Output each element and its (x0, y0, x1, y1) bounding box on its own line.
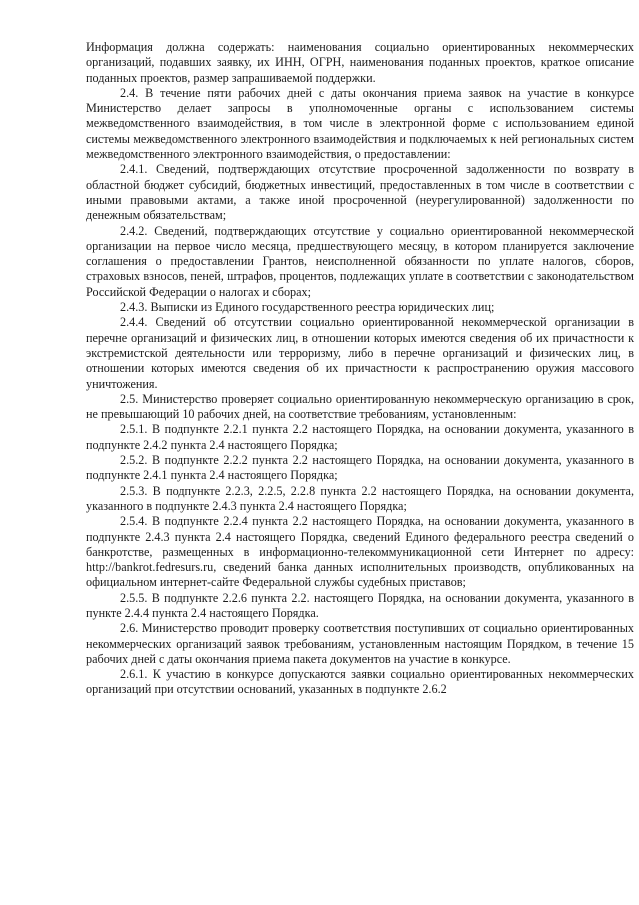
paragraph-2-4-4: 2.4.4. Сведений об отсутствии социально ориентированной некоммерческой организации в перечне организаций и физических лиц, в отношении которых имеются сведения об их причастности к экстремистской деятельности или терроризму, либо в перечне организаций и физических лиц, в отношении которых имеются сведения об их причастности к распространению оружия массового уничтожения. (86, 315, 634, 391)
paragraph-2-4: 2.4. В течение пяти рабочих дней с даты окончания приема заявок на участие в конкурсе Министерство делает запросы в уполномоченные органы с использованием системы межведомственного взаимодействия, в том числе в электронной форме с использованием единой системы межведомственного электронного взаимодействия и подключаемых к ней региональных систем межведомственного электронного взаимодействия, о предоставлении: (86, 85, 634, 162)
document-body (86, 40, 634, 698)
paragraph-2-5-4: 2.5.4. В подпункте 2.2.4 пункта 2.2 настоящего Порядка, на основании документа, указанного в подпункте 2.4.3 пункта 2.4 настоящего Порядка, сведений Единого федерального реестра сведений о банкротстве, размещенных в информационно-телекоммуникационной сети Интернет по адресу: http://bankrot.fedresurs.ru, сведений банка данных исполнительных производств, опубликованных на официальном интернет-сайте Федеральной службы судебных приставов; (86, 514, 634, 590)
paragraph-2-5-5: 2.5.5. В подпункте 2.2.6 пункта 2.2. настоящего Порядка, на основании документа, указанного в пункте 2.4.4 пункта 2.4 настоящего Порядка. (86, 590, 634, 620)
paragraph-2-4-3: 2.4.3. Выписки из Единого государственного реестра юридических лиц; (120, 300, 495, 315)
paragraph-2-6-1: 2.6.1. К участию в конкурсе допускаются заявки социально ориентированных некоммерческих организаций при отсутствии оснований, указанных в подпункте 2.6.2 (86, 667, 634, 697)
paragraph-2-5-3: 2.5.3. В подпункте 2.2.3, 2.2.5, 2.2.8 пункта 2.2 настоящего Порядка, на основании документа, указанного в подпункте 2.4.3 пункта 2.4 настоящего Порядка; (86, 483, 634, 513)
paragraph-2-5-2: 2.5.2. В подпункте 2.2.2 пункта 2.2 настоящего Порядка, на основании документа, указанного в подпункте 2.4.1 пункта 2.4 настоящего Порядка; (86, 453, 634, 483)
paragraph-2-6: 2.6. Министерство проводит проверку соответствия поступивших от социально ориентированных некоммерческих организаций заявок требованиям, установленным настоящим Порядком, в течение 15 рабочих дней с даты окончания приема пакета документов на участие в конкурсе. (86, 621, 634, 666)
paragraph-2-5-1: 2.5.1. В подпункте 2.2.1 пункта 2.2 настоящего Порядка, на основании документа, указанного в подпункте 2.4.2 пункта 2.4 настоящего Порядка; (86, 422, 634, 452)
paragraph-information: Информация должна содержать: наименования социально ориентированных некоммерческих организаций, подавших заявку, их ИНН, ОГРН, наименования поданных проектов, краткое описание поданных проектов, размер запрашиваемой поддержки. (86, 40, 634, 85)
paragraph-2-5: 2.5. Министерство проверяет социально ориентированную некоммерческую организацию в срок, не превышающий 10 рабочих дней, на соответствие требованиям, установленным: (86, 391, 634, 422)
paragraph-2-4-2: 2.4.2. Сведений, подтверждающих отсутствие у социально ориентированной некоммерческой организации на первое число месяца, предшествующего месяцу, в котором планируется заключение соглашения о предоставлении Грантов, неисполненной обязанности по уплате налогов, сборов, страховых взносов, пеней, штрафов, процентов, подлежащих уплате в соответствии с законодательством Российской Федерации о налогах и сборах; (86, 223, 634, 299)
paragraph-2-4-1: 2.4.1. Сведений, подтверждающих отсутствие просроченной задолженности по возврату в областной бюджет субсидий, бюджетных инвестиций, предоставленных в том числе в соответствии с иными правовыми актами, а также иной просроченной (неурегулированной) задолженности по денежным обязательствам; (86, 162, 634, 223)
